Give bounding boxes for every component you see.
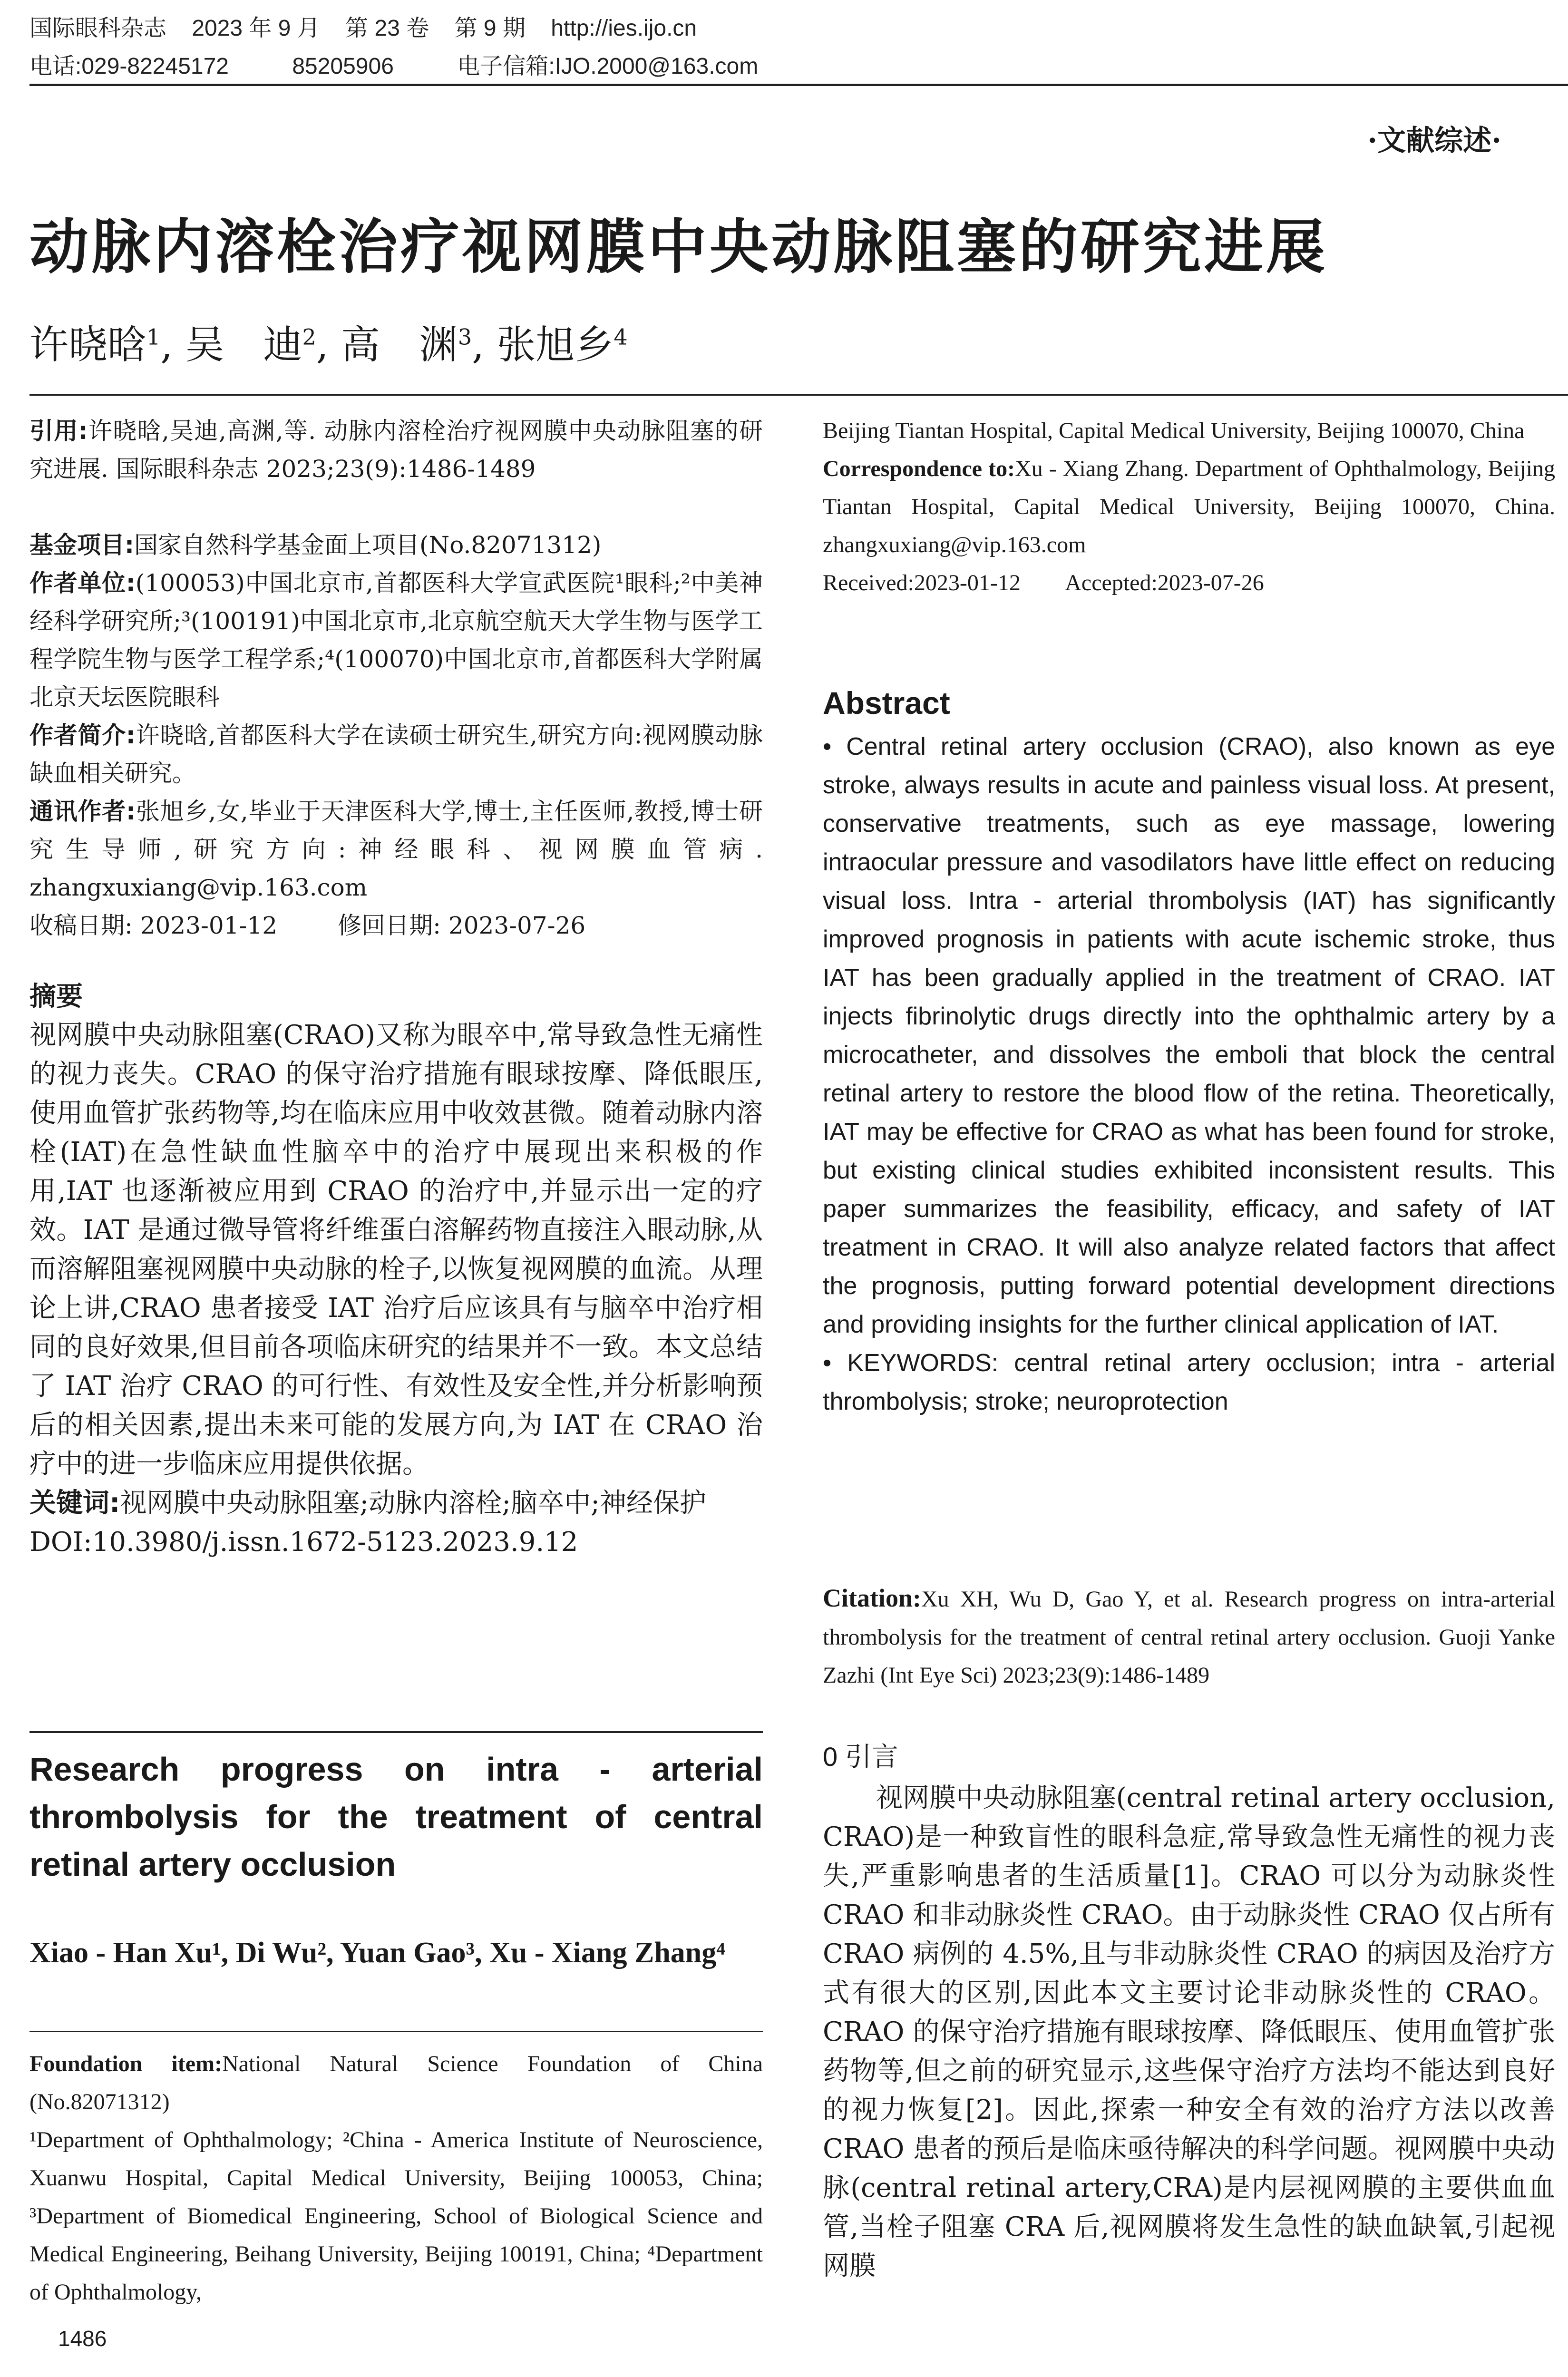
author-name: 张旭乡	[497, 322, 614, 368]
author-list: 许晓晗$^1$, 吴 迪$^2$, 高 渊$^3$, 张旭乡$^4$	[29, 322, 628, 368]
author-name: 许晓晗	[29, 322, 147, 368]
article-title: 动脉内溶栓治疗视网膜中央动脉阻塞的研究进展	[29, 213, 1328, 282]
right-column-top	[823, 412, 1555, 602]
journal-header-line1: 国际眼科杂志 2023 年 9 月 第 23 卷 第 9 期 http://ies.ijo.cn	[29, 16, 697, 41]
affiliations-continued: Beijing Tiantan Hospital, Capital Medical University, Beijing 100070, China	[823, 418, 1525, 443]
author-units: 作者单位:(100053)中国北京市,首都医科大学宣武医院¹眼科;²中美神经科学研究所;³(100191)中国北京市,北京航空航天大学生物与医学工程学院生物与医学工程学系;⁴(100070)中国北京市,首都医科大学附属北京天坛医院眼科	[29, 569, 763, 711]
author-affil-sup: 3	[458, 324, 472, 350]
english-authors: Xiao - Han Xu¹, Di Wu², Yuan Gao³, Xu - Xiang Zhang⁴	[29, 1937, 725, 1969]
keywords-cn: 关键词:视网膜中央动脉阻塞;动脉内溶栓;脑卒中;神经保护	[29, 1488, 707, 1519]
author-bio: 作者简介:许晓晗,首都医科大学在读硕士研究生,研究方向:视网膜动脉缺血相关研究。	[29, 721, 763, 787]
author-affil-sup: 1	[146, 324, 161, 350]
left-divider-1	[29, 1731, 763, 1733]
intro-text: 视网膜中央动脉阻塞(central retinal artery occlusion, CRAO)是一种致盲性的眼科急症,常导致急性无痛性的视力丧失,严重影响患者的生活质量[1]。CRAO 可以分为动脉炎性 CRAO 和非动脉炎性 CRAO。由于动脉炎性 CRAO 仅占所有 CRAO 病例的 4.5%,且与非动脉炎性 CRAO 的病因及治疗方式有很大的区别,因此本文主要讨论非动脉炎性的 CRAO。CRAO 的保守治疗措施有眼球按摩、降低眼压、使用血管扩张药物等,但之前的研究显示,这些保守治疗方法均不能达到良好的视力恢复[2]。因此,探索一种安全有效的治疗方法以改善 CRAO 患者的预后是临床亟待解决的科学问题。视网膜中央动脉(central retinal artery,CRA)是内层视网膜的主要供血血管,当栓子阻塞 CRA 后,视网膜将发生急性的缺血缺氧,引起视网膜	[823, 1783, 1555, 2281]
corresponding-author: 通讯作者:张旭乡,女,毕业于天津医科大学,博士,主任医师,教授,博士研究生导师,研究方向:神经眼科、视网膜血管病. zhangxuxiang@vip.163.com	[29, 798, 763, 901]
title-rule	[29, 394, 1568, 396]
english-title: Research progress on intra - arterial thrombolysis for the treatment of central retinal artery occlusion	[29, 1751, 763, 1883]
abstract-heading-cn: 摘要	[29, 981, 83, 1012]
fund-item: 基金项目:国家自然科学基金面上项目(No.82071312)	[29, 531, 602, 559]
keywords-en: • KEYWORDS: central retinal artery occlusion; intra - arterial thrombolysis; stroke; neuroprotection	[823, 1349, 1555, 1415]
section-tag: ·文献综述·	[1367, 124, 1501, 157]
intro-heading: 0 引言	[823, 1742, 898, 1772]
abstract-text-cn: 视网膜中央动脉阻塞(CRAO)又称为眼卒中,常导致急性无痛性的视力丧失。CRAO 的保守治疗措施有眼球按摩、降低眼压,使用血管扩张药物等,均在临床应用中收效甚微。随着动脉内溶栓(IAT)在急性缺血性脑卒中的治疗中展现出来积极的作用,IAT 也逐渐被应用到 CRAO 的治疗中,并显示出一定的疗效。IAT 是通过微导管将纤维蛋白溶解药物直接注入眼动脉,从而溶解阻塞视网膜中央动脉的栓子,以恢复视网膜的血流。从理论上讲,CRAO 患者接受 IAT 治疗后应该具有与脑卒中治疗相同的良好效果,但目前各项临床研究的结果并不一致。本文总结了 IAT 治疗 CRAO 的可行性、有效性及安全性,并分析影响预后的相关因素,提出未来可能的发展方向,为 IAT 在 CRAO 治疗中的进一步临床应用提供依据。	[29, 1020, 763, 1480]
english-foundation: Foundation item:National Natural Science Foundation of China (No.82071312) ¹Department of Ophthalmology; ²China - America Institute of Neuroscience, Xuanwu Hospital, Capital Medical University, Beijing 100053, China; ³Department of Biomedical Engineering, School of Biological Science and Medical Engineering, Beihang University, Beijing 100191, China; ⁴Department of Ophthalmology,	[29, 2045, 763, 2311]
author-name: 吴 迪	[185, 322, 302, 368]
author-affil-sup: 2	[302, 324, 316, 350]
abstract-heading-en: Abstract	[823, 685, 950, 721]
dates-cn: 收稿日期: 2023-01-12 修回日期: 2023-07-26	[29, 912, 586, 939]
english-citation: Citation:Xu XH, Wu D, Gao Y, et al. Research progress on intra-arterial thrombolysis for the treatment of central retinal artery occlusion. Guoji Yanke Zazhi (Int Eye Sci) 2023;23(9):1486-1489	[823, 1584, 1555, 1688]
page-number: 1486	[58, 2326, 107, 2351]
author-name: 高 渊	[341, 322, 458, 368]
author-affil-sup: 4	[614, 324, 628, 350]
english-affiliations: ¹Department of Ophthalmology; ²China - America Institute of Neuroscience, Xuanwu Hospital, Capital Medical University, Beijing 100053, China; ³Department of Biomedical Engineering, School of Biological Science and Medical Engineering, Beihang University, Beijing 100191, China; ⁴Department of Ophthalmology,	[29, 2127, 763, 2305]
correspondence: Correspondence to:Xu - Xiang Zhang. Department of Ophthalmology, Beijing Tiantan Hospital, Capital Medical University, Beijing 100070, China. zhangxuxiang@vip.163.com	[823, 456, 1555, 557]
journal-header-line2: 电话:029-82245172 85205906 电子信箱:IJO.2000@163.com	[29, 54, 759, 79]
received-accepted: Received:2023-01-12 Accepted:2023-07-26	[823, 570, 1264, 595]
left-divider-2	[29, 2031, 763, 2032]
abstract-text-en: • Central retinal artery occlusion (CRAO), also known as eye stroke, always results in acute and painless visual loss. At present, conservative treatments, such as eye massage, lowering intraocular pressure and vasodilators have little effect on reducing visual loss. Intra - arterial thrombolysis (IAT) has significantly improved prognosis in patients with acute ischemic stroke, thus IAT has been gradually applied in the treatment of CRAO. IAT injects fibrinolytic drugs directly into the ophthalmic artery by a microcatheter, and dissolves the emboli that block the central retinal artery to restore the blood flow of the retina. Theoretically, IAT may be effective for CRAO as what has been found for stroke, but existing clinical studies exhibited inconsistent results. This paper summarizes the feasibility, efficacy, and safety of IAT treatment in CRAO. It will also analyze related factors that affect the prognosis, putting forward potential development directions and providing insights for the further clinical application of IAT. • KEYWORDS: central retinal artery occlusion; intra - arterial thrombolysis; stroke; neuroprotection	[823, 728, 1555, 1421]
chinese-citation: 引用:许晓晗,吴迪,高渊,等. 动脉内溶栓治疗视网膜中央动脉阻塞的研究进展. 国际眼科杂志 2023;23(9):1486-1489	[29, 417, 763, 483]
left-column	[29, 412, 763, 1562]
header-rule	[29, 84, 1568, 86]
doi: DOI:10.3980/j.issn.1672-5123.2023.9.12	[29, 1527, 578, 1558]
